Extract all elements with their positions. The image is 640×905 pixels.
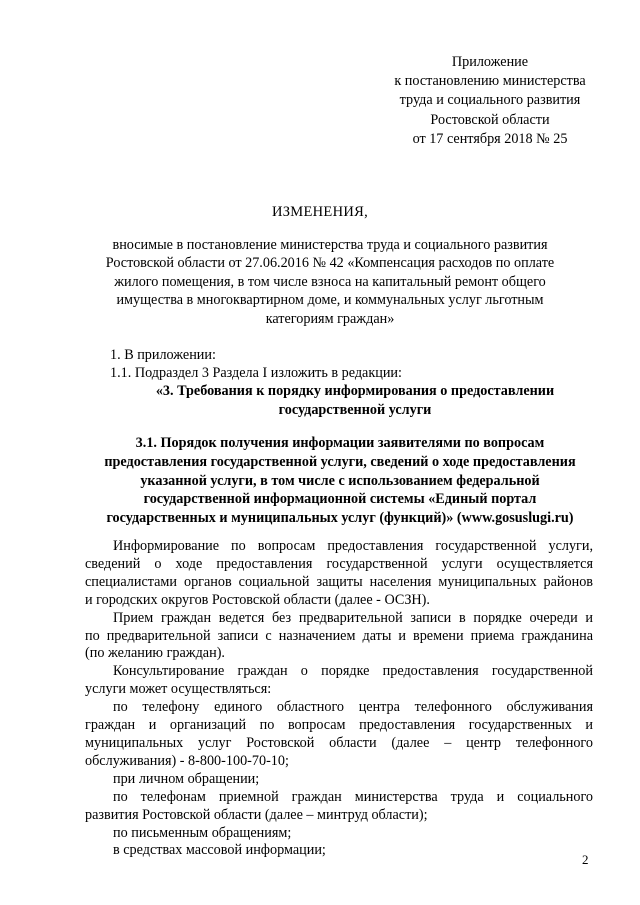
annex-line: Приложение bbox=[451, 54, 529, 70]
paragraph-line: сведений о ходе предоставления государственной услуги осуществляется bbox=[85, 555, 593, 572]
annex-line: к постановлению министерства bbox=[394, 73, 586, 90]
paragraph-line: муниципальных услуг Ростовской области (далее – центр телефонного bbox=[85, 734, 593, 751]
paragraph-line: специалистами органов социальной защиты населения муниципальных районов bbox=[85, 573, 593, 590]
section-3-heading bbox=[100, 382, 610, 420]
paragraph-line: граждан и организаций по вопросам предоставления государственных и bbox=[85, 717, 593, 734]
subtitle-line: категориям граждан» bbox=[265, 310, 395, 327]
section-3-1-line: государственных и муниципальных услуг (функций)» (www.gosuslugi.ru) bbox=[106, 510, 574, 527]
paragraph-line: услуги может осуществляться: bbox=[85, 681, 272, 698]
annex-header bbox=[370, 53, 610, 149]
section-3-line: государственной услуги bbox=[278, 401, 432, 418]
section-3-1-line: государственной информационной системы «Единый портал bbox=[143, 491, 537, 508]
section-3-line: «3. Требования к порядку информирования о предоставлении bbox=[155, 383, 555, 399]
document-subtitle bbox=[75, 236, 585, 328]
paragraph-line: Консультирование граждан о порядке предоставления государственной bbox=[113, 663, 593, 680]
paragraph-line: и городских округов Ростовской области (далее - ОСЗН). bbox=[85, 591, 430, 608]
subtitle-line: Ростовской области от 27.06.2016 № 42 «Компенсация расходов по оплате bbox=[105, 255, 555, 272]
annex-line: Ростовской области bbox=[430, 111, 550, 128]
paragraph-line: развития Ростовской области (далее – минтруд области); bbox=[85, 806, 428, 823]
subtitle-line: жилого помещения, в том числе взноса на капитальный ремонт общего bbox=[114, 273, 546, 290]
item-1-1: 1.1. Подраздел 3 Раздела I изложить в редакции: bbox=[110, 365, 402, 381]
annex-line: от 17 сентября 2018 № 25 bbox=[412, 130, 568, 147]
paragraph-line: Информирование по вопросам предоставления государственной услуги, bbox=[113, 538, 593, 554]
item-1: 1. В приложении: bbox=[110, 347, 216, 363]
paragraph-line: по предварительной записи с назначением даты и времени приема гражданина bbox=[85, 627, 593, 644]
paragraph-line: при личном обращении; bbox=[113, 770, 260, 787]
subtitle-line: вносимые в постановление министерства труда и социального развития bbox=[112, 237, 548, 253]
section-3-1-line: предоставления государственной услуги, сведений о ходе предоставления bbox=[104, 453, 576, 470]
subtitle-line: имущества в многоквартирном доме, и коммунальных услуг льготным bbox=[116, 292, 544, 309]
section-3-1-heading bbox=[85, 434, 595, 528]
paragraph-line: по телефонам приемной граждан министерства труда и социального bbox=[113, 788, 593, 805]
paragraph-line: (по желанию граждан). bbox=[85, 645, 225, 662]
section-3-1-line: указанной услуги, в том числе с использованием федеральной bbox=[140, 472, 540, 489]
paragraph-line: по письменным обращениям; bbox=[113, 824, 292, 841]
paragraph-line: обслуживания) - 8-800-100-70-10; bbox=[85, 752, 289, 769]
annex-line: труда и социального развития bbox=[399, 92, 581, 109]
paragraph-line: в средствах массовой информации; bbox=[113, 842, 326, 859]
paragraph-line: по телефону единого областного центра телефонного обслуживания bbox=[113, 699, 593, 716]
page-number: 2 bbox=[582, 852, 589, 867]
body-paragraphs bbox=[85, 538, 593, 860]
paragraph-line: Прием граждан ведется без предварительной записи в порядке очереди и bbox=[113, 609, 593, 626]
section-3-1-line: 3.1. Порядок получения информации заявителями по вопросам bbox=[135, 435, 545, 451]
document-title: ИЗМЕНЕНИЯ, bbox=[271, 204, 369, 220]
